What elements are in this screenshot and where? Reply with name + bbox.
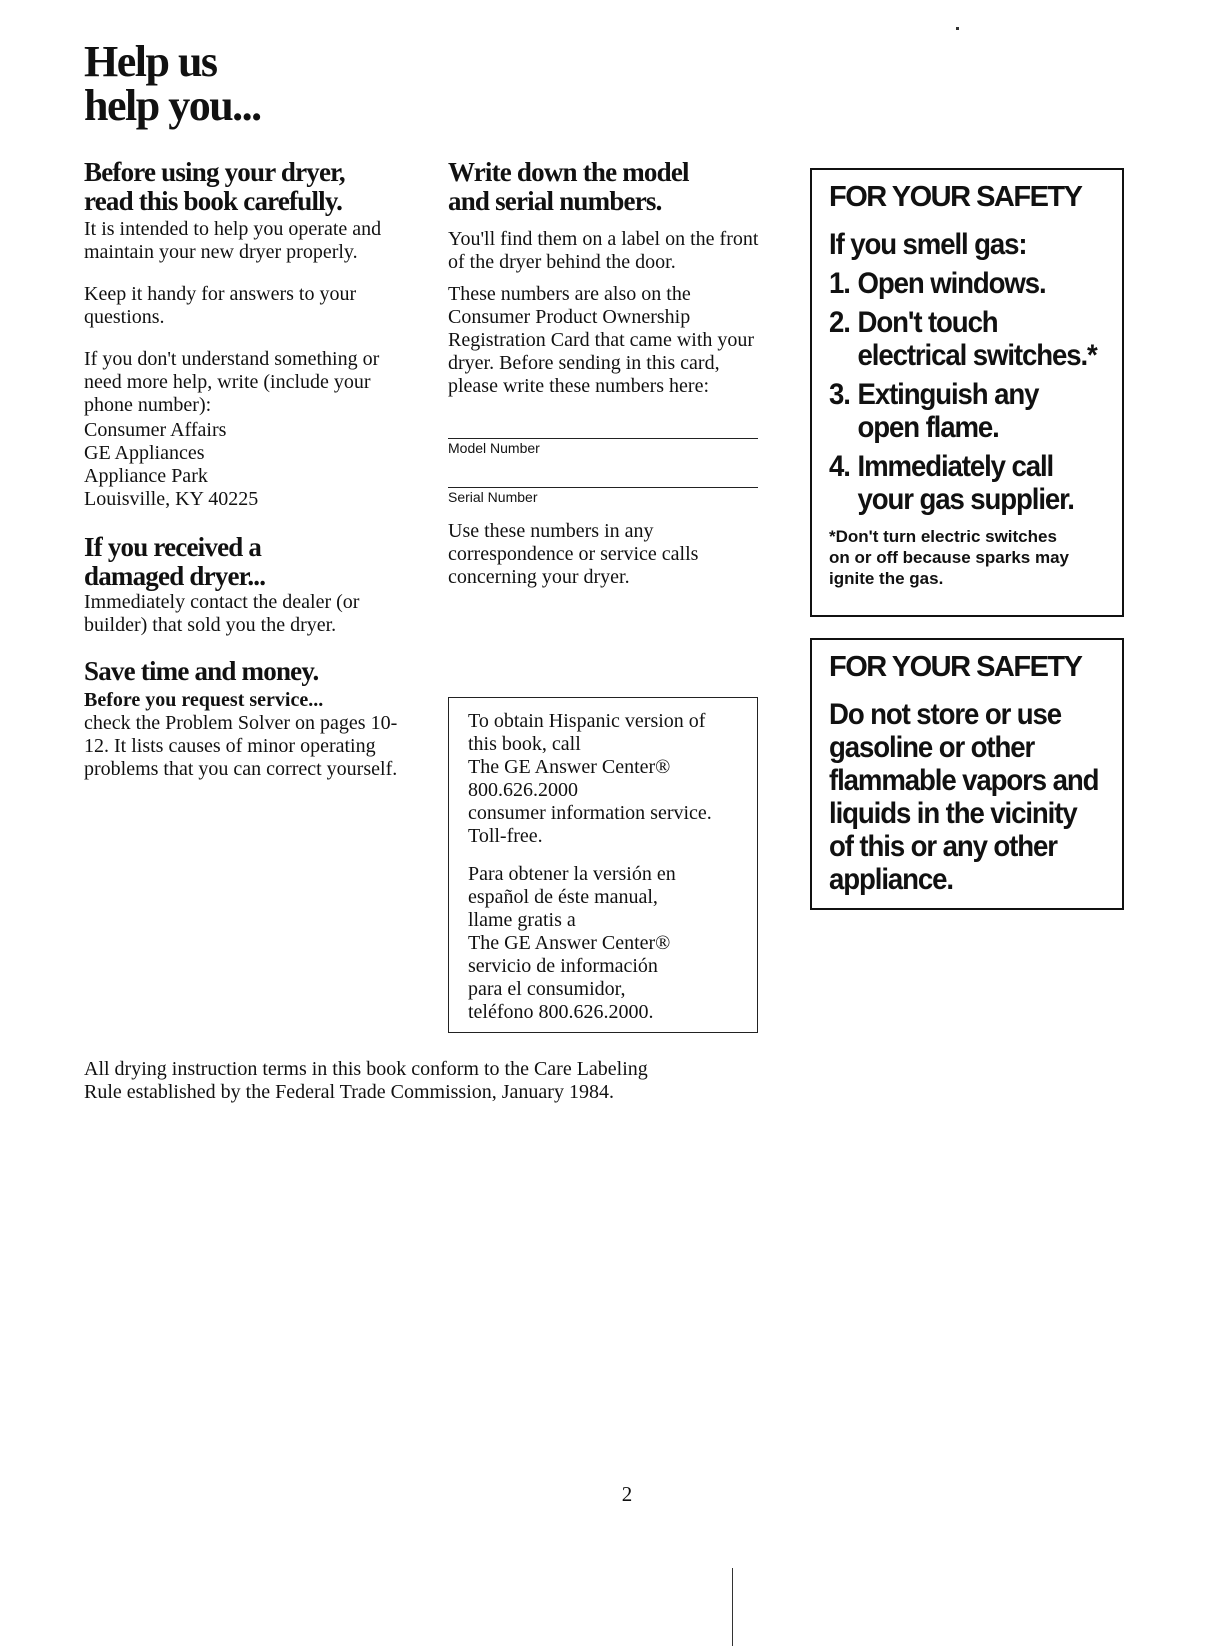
gasoline-safety-box xyxy=(810,638,1124,910)
registration-card-paragraph: These numbers are also on the Consumer Product Ownership Registration Card that came with your dryer. Before sending in this card, please write these numbers here: xyxy=(448,283,755,397)
heading-line: Before using your dryer, xyxy=(84,157,345,187)
problem-solver-paragraph: check the Problem Solver on pages 10-12. It lists causes of minor operating problems that you can correct yourself. xyxy=(84,712,398,780)
title-line-2: help you... xyxy=(84,81,261,130)
step-text: Immediately call xyxy=(857,450,1054,483)
switch-footnote xyxy=(829,526,1108,589)
serial-number-field[interactable] xyxy=(448,487,768,506)
mailing-address xyxy=(84,419,414,511)
address-line: GE Appliances xyxy=(84,442,205,464)
notice-line: servicio de información xyxy=(468,955,658,977)
before-service-subheading: Before you request service... xyxy=(84,689,324,711)
footnote-line: *Don't turn electric switches xyxy=(829,527,1057,546)
smell-gas-lead: If you smell gas: xyxy=(829,228,1027,261)
phone-number: teléfono 800.626.2000. xyxy=(468,1001,654,1023)
heading-line: read this book carefully. xyxy=(84,186,343,216)
title-line-1: Help us xyxy=(84,37,217,86)
address-line: Appliance Park xyxy=(84,465,208,487)
page-number: 2 xyxy=(621,1482,633,1506)
notice-line: To obtain Hispanic version of xyxy=(468,710,706,732)
label-location-paragraph: You'll find them on a label on the front of the dryer behind the door. xyxy=(448,228,759,273)
step-text: Extinguish any xyxy=(857,378,1039,411)
spanish-notice xyxy=(468,863,745,1024)
step-number: 4. xyxy=(829,450,850,483)
step-text: Don't touch xyxy=(857,306,998,339)
safety-step-3 xyxy=(829,378,1086,444)
notice-line: The GE Answer Center® xyxy=(468,756,671,778)
step-number: 1. xyxy=(829,267,850,300)
step-text: electrical switches.* xyxy=(857,339,1097,372)
keep-handy-paragraph: Keep it handy for answers to your questions. xyxy=(84,283,357,328)
save-time-heading: Save time and money. xyxy=(84,656,319,686)
scan-speck xyxy=(956,27,959,30)
safety-step-1 xyxy=(829,267,1086,300)
step-text: your gas supplier. xyxy=(857,483,1074,516)
step-number: 3. xyxy=(829,378,850,411)
before-using-heading xyxy=(84,158,414,216)
heading-line: Write down the model xyxy=(448,157,689,187)
damaged-dryer-heading xyxy=(84,533,414,591)
notice-line: Toll-free. xyxy=(468,825,543,847)
warning-line: of this or any other xyxy=(829,830,1057,863)
hispanic-version-box xyxy=(448,697,758,1033)
warning-line: appliance. xyxy=(829,863,953,896)
page-title xyxy=(84,37,261,130)
scan-line xyxy=(732,1568,733,1646)
phone-number: 800.626.2000 xyxy=(468,779,578,801)
use-numbers-paragraph: Use these numbers in any correspondence or service calls concerning your dryer. xyxy=(448,520,699,588)
heading-line: damaged dryer... xyxy=(84,561,266,591)
serial-number-label: Serial Number xyxy=(448,489,538,505)
step-text: Open windows. xyxy=(857,267,1046,300)
footnote-line: ignite the gas. xyxy=(829,569,944,588)
step-number: 2. xyxy=(829,306,850,339)
model-number-field[interactable] xyxy=(448,438,768,457)
model-serial-heading xyxy=(448,158,768,216)
safety-heading: FOR YOUR SAFETY xyxy=(829,181,1082,213)
notice-line: consumer information service. xyxy=(468,802,712,824)
safety-heading: FOR YOUR SAFETY xyxy=(829,651,1082,683)
step-text: open flame. xyxy=(857,411,999,444)
warning-line: Do not store or use xyxy=(829,698,1062,731)
heading-line: If you received a xyxy=(84,532,262,562)
middle-column xyxy=(448,158,768,589)
warning-line: gasoline or other xyxy=(829,731,1035,764)
safety-step-2 xyxy=(829,306,1097,372)
footer-line: Rule established by the Federal Trade Commission, January 1984. xyxy=(84,1081,614,1103)
left-column xyxy=(84,158,414,781)
notice-line: The GE Answer Center® xyxy=(468,932,671,954)
notice-line: Para obtener la versión en xyxy=(468,863,676,885)
heading-line: and serial numbers. xyxy=(448,186,662,216)
notice-line: llame gratis a xyxy=(468,909,576,931)
gasoline-warning xyxy=(829,698,1099,896)
notice-line: para el consumidor, xyxy=(468,978,626,1000)
address-line: Louisville, KY 40225 xyxy=(84,488,259,510)
notice-line: this book, call xyxy=(468,733,581,755)
safety-step-4 xyxy=(829,450,1086,516)
english-notice xyxy=(468,710,745,848)
warning-line: flammable vapors and xyxy=(829,764,1099,797)
damaged-dryer-paragraph: Immediately contact the dealer (or builder) that sold you the dryer. xyxy=(84,591,360,636)
gas-safety-box xyxy=(810,168,1124,617)
footer-line: All drying instruction terms in this book conform to the Care Labeling xyxy=(84,1058,648,1080)
footnote-line: on or off because sparks may xyxy=(829,548,1069,567)
help-paragraph: If you don't understand something or need more help, write (include your phone number): xyxy=(84,348,380,416)
intro-paragraph: It is intended to help you operate and maintain your new dryer properly. xyxy=(84,218,382,263)
address-line: Consumer Affairs xyxy=(84,419,227,441)
warning-line: liquids in the vicinity xyxy=(829,797,1077,830)
care-labeling-note xyxy=(84,1058,784,1104)
model-number-label: Model Number xyxy=(448,440,540,456)
notice-line: español de éste manual, xyxy=(468,886,658,908)
